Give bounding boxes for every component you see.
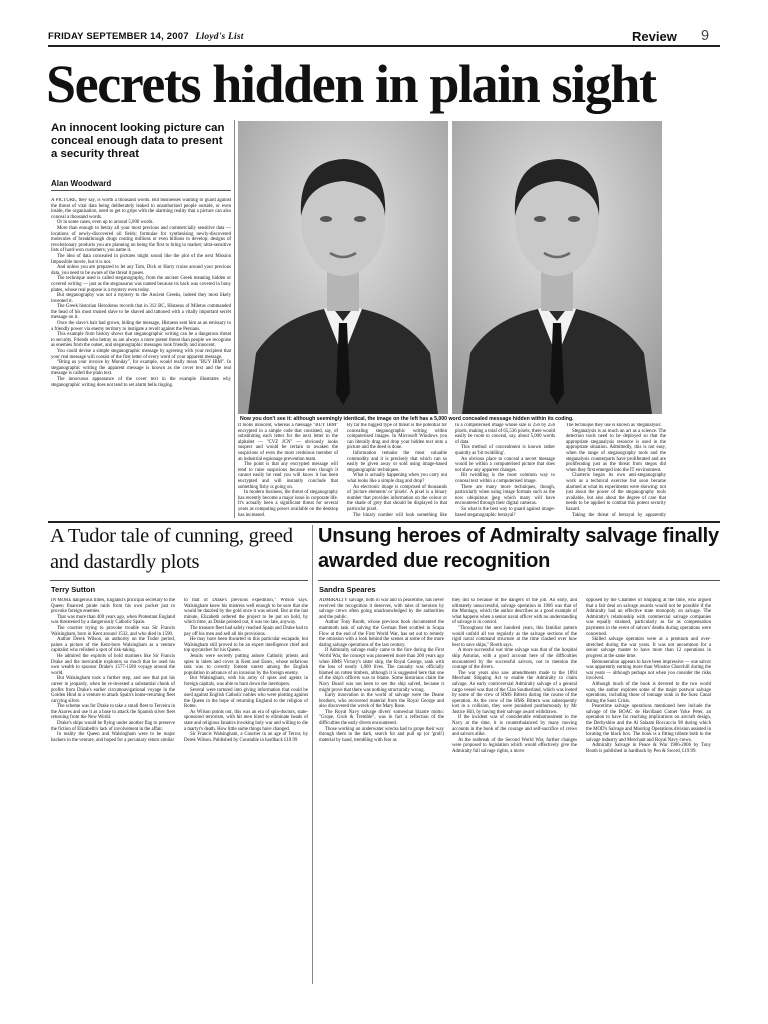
masthead-date bbox=[48, 31, 244, 42]
paragraph: Peacetime salvage operations mentioned here include the salvage of the BOAC de Havilland Comet Yoke Peter, an operation to have far reaching implications on aircraft design, the Derbyshire and the Al Salaam Boccaccio 98 during which the MOD's Salvage and Mooring Operations division assisted in locating the black box. The book is a fitting tribute both to the salvage industry and Merchant and Royal Navy crews. bbox=[586, 704, 711, 743]
paragraph: It looks innocent, whereas a message "BUY IBM" encrypted in a simple code that consisted, say, of substituting each letter for the next letter in the alphabet — "CVZ JCN" — obviously looks suspect and would be certain to awaken the suspicions of even the most credulous member of an industrial espionage prevention team. bbox=[238, 423, 338, 462]
paragraph: Author Derek Wilson, an authority on the Tudor period, paints a picture of the Kent-born Walsingham as a venture capitalist who relished a spot of risk-taking. bbox=[51, 637, 175, 654]
masthead-rule bbox=[48, 45, 720, 47]
salvage-headline-rule bbox=[318, 580, 720, 581]
paragraph: As Wilson points out, this was an era of spin-doctors, state-sponsored terrorism, with hit men hired to eliminate heads of state and religious fanatics invoking holy war and willing to die a martyr's death. How little some things have changed. bbox=[184, 709, 308, 732]
section-title: Review bbox=[632, 29, 677, 44]
paragraph: The Greek historian Herodotus records that in 312 BC, Histaeus of Miletus commanded the head of his most trusted slave to be shaved and tattooed with a vitally important secret message on it. bbox=[51, 304, 231, 321]
paragraph: In modern business, the threat of steganography has recently become a major issue in corporate life. It's actually been a significant threat for several years as computing power available on the desktop has increased. bbox=[238, 490, 338, 517]
paragraph: The technique used is called steganography, from the ancient Greek meaning hidden or covered writing — just as the stegosaurus was named because its back was covered in bony plates, whose real purpose is a mystery even today. bbox=[51, 276, 231, 293]
paragraph: But Walsingham took a further step, and one that put his career in jeopardy, when he re-invested a substantial chunk of profits from Drake's earlier circumnavigational voyage in the Golden Hind in a venture to attack Spain's home-returning fleet carrying silver. bbox=[51, 676, 175, 704]
paragraph: Taking the threat of betrayal by apparently bbox=[572, 512, 666, 517]
paragraph: And unless you are prepared to let any Tom, Dick or Harry cruise around your precious data, you need to be aware of the threat it poses. bbox=[51, 265, 231, 276]
paragraph: The scheme was for Drake to take a small fleet to Terceira in the Azores and use it as a base to attack the Spanish silver fleet returning from the New World. bbox=[51, 704, 175, 721]
paragraph: A PICTURE, they say, is worth a thousand words. But businesses wanting to guard against the threat of vital data being deliberately leaked to unauthorised people outside, or even inside, the organisation, need to get to grips with the alarming reality that a picture can also conceal a thousand words. bbox=[51, 198, 231, 220]
paragraph: What is actually happening when you carry out what looks like a simple drag and drop? bbox=[347, 473, 447, 484]
paragraph: Skilled salvage operators were at a premium and over-stretched during the war years. It was not uncommon for a senior salvage master to have more than 12 operations in progress at the same time. bbox=[586, 637, 711, 659]
paragraph: Early innovation in the world of salvage were the Deane brothers, who recovered material from the Royal George and also discovered the wreck of the Mary Rose. bbox=[319, 693, 444, 710]
paragraph: That was more than 400 years ago, when Protestant England was threatened by a dangerously Catholic Spain. bbox=[51, 614, 175, 626]
paragraph: The innocuous appearance of the cover text in the example illustrates why steganographic writing does not tend to set alarm bells ringing. bbox=[51, 377, 231, 388]
portrait-photo-with-hidden-message bbox=[238, 121, 448, 414]
paragraph: opposed by the Chamber of Shipping at the time, who argued that a fair deal on salvage awards would not be possible if the Admiralty had an effective state monopoly on salvage. The Admiralty's relationship with commercial salvage companies was equally strained, particularly as far as compensation payments in the event of salvors' deaths during operations were concerned. bbox=[586, 598, 711, 637]
paragraph: Sir Francis Walsingham, a Courtier in an age of Terror, by Derek Wilson. Published by Constable in hardback £18.99 bbox=[184, 732, 308, 743]
paragraph: In a computerised image whose size is 256 by 256 pixels, making a total of 65,536 pixels, there would easily be room to conceal, say, about 5,000 words of data. bbox=[455, 423, 555, 445]
lead-standfirst: An innocent looking picture can conceal enough data to present a security threat bbox=[51, 122, 225, 161]
paragraph: He may have been thwarted in this particular escapade, but Walsingham still proved to be an expert intelligence chief and top spycatcher for his Queen. bbox=[184, 637, 308, 654]
column-rule bbox=[234, 120, 235, 518]
paragraph: This method of concealment is known rather quaintly as 'bit twiddling'. bbox=[455, 445, 555, 456]
paragraph: Steganalysis is as much an art as a science. The detection tools need to be deployed so that the appropriate steganalysis resource is used in the appropriate situation. Admittedly, this is not easy, when the range of steganography tools and the steganalysis counterparts have proliferated and are proliferating just as the threat from stegos did when they first emerged into the IT environment. bbox=[566, 428, 666, 473]
paragraph: He admired the exploits of bold mariners like Sir Francis Drake and the mercantile explorers so much that he used his own wealth to sponsor Drake's 1577-1580 voyage around the world. bbox=[51, 653, 175, 676]
paragraph: they did so because of the dangers of the job. An early, and ultimately unsuccessful, salvage operation in 1906 was that of the Montagu, which the author describes as a good example of what happens when a senior naval officer with no understanding of salvage is in control. bbox=[452, 598, 577, 626]
lead-headline: Secrets hidden in plain sight bbox=[46, 54, 656, 114]
paragraph: to that of Drake's previous expedition," Wilson says. Walsingham knew his mistress well enough to be sure that she would be dazzled by the gold once it was seized. But at the last minute, Elizabeth ordered the project to be put on hold, by which time, as Drake pointed out, it was too late, anyway. bbox=[184, 598, 308, 626]
paragraph: Although much of the book is devoted to the two world wars, the author explores some of the major postwar salvage operations, including those of tonnage sunk in the Suez Canal during the Suez Crisis. bbox=[586, 681, 711, 704]
lead-column-2 bbox=[238, 423, 338, 517]
byline-rule bbox=[51, 190, 231, 191]
paragraph: "Bring us your invoice by Monday", for example, would really mean "BUY IBM". In steganographic writing the apparent message is known as the cover text and the real message is called the plain text. bbox=[51, 360, 231, 377]
paragraph: This example from history shows that steganographic writing can be a dangerous threat to security. Friends who betray us are always a more potent threat than people we recognise as enemies from the outset, and steganographic messages look friendly and innocent. bbox=[51, 332, 231, 349]
paragraph: The war years also saw amendments made to the 1894 Merchant Shipping Act to enable the Admiralty to claim salvage. An early controversial Admiralty salvage of a general cargo vessel was that of the Clan Southerland, which was looted by some of the crew of HMS Bittern during the course of the operation. As the crew of the HMS Bittern was subsequently lost in a collision, they were punished posthumously by Mr Justice Hill, by having their salvage award withdrawn. bbox=[452, 670, 577, 715]
lead-column-3 bbox=[347, 423, 447, 517]
paragraph: At the outbreak of the Second World War, further changes were proposed to legislation which would effectively give the Admiralty full salvage rights, a move bbox=[452, 737, 577, 755]
paragraph: Remuneration appears to have been impressive — one salvor was apparently earning more than Winston Churchill during the war years — although perhaps not when you consider the risks involved. bbox=[586, 659, 711, 682]
paragraph: But Walsingham, with his army of spies and agents in foreign capitals, was able to hunt down the interlopers. bbox=[184, 676, 308, 687]
photo-caption: Now you don't see it: although seemingly identical, the image on the left has a 5,000 word concealed message hidden within its coding. bbox=[240, 416, 574, 422]
paragraph: The point is that any encrypted message will tend to raise suspicions because even though it cannot easily be read you will know it has been encrypted and will instantly conclude that something fishy is going on. bbox=[238, 462, 338, 490]
paragraph: Jesuits were secretly putting ashore Catholic priests and spies in inlets and coves in Kent and Essex, whose nefarious task was to covertly foment unrest among the English population in advance of an invasion by the foreign enemy. bbox=[184, 653, 308, 676]
salvage-column-1 bbox=[319, 598, 444, 984]
paragraph: Drake's ships would be flying under another flag to preserve the fiction of Elizabeth's lack of involvement in the affair. bbox=[51, 721, 175, 732]
paragraph: Charteris began its own anti-steganography work as a technical exercise but soon became alarmed at what its experiments were showing: not just about the power of the steganography tools available, but also about the degree of care that needs to be applied to combat this potent security hazard. bbox=[566, 473, 666, 512]
tudor-column-2 bbox=[184, 598, 308, 984]
paragraph: Admiralty Salvage in Peace & War 1906-2006 by Tony Booth is published in hardback by Pen & Sword, £19.99. bbox=[586, 743, 711, 755]
portrait-photo-original bbox=[452, 121, 662, 414]
paragraph: So what is the best way to guard against image-based steganographic betrayal? bbox=[455, 506, 555, 517]
paragraph: By far the biggest type of threat is the potential for concealing steganographic writing within computerised images. In Microsoft Windows you can literally drag and drop your hidden text onto a picture and the deed is done. bbox=[347, 423, 447, 451]
paragraph: In reality the Queen and Walsingham were to be major backers in the venture, and hoped for a pecuniary return similar bbox=[51, 732, 175, 743]
paragraph: More than enough to betray all your most precious and commercially sensitive data — locations of newly-discovered oil fields; formulae for synthesising newly-discovered molecules of breakthrough drugs costing millions or even billions to develop; designs of revolutionary products you are planning on being the first to bring to market; ultra-sensitive lists of hard-won customers; you name it. bbox=[51, 225, 231, 254]
paragraph: Information remains the most valuable commodity and it is precisely that which can so easily be given away or sold using image-based steganographic techniques. bbox=[347, 450, 447, 473]
lead-column-1 bbox=[51, 198, 231, 454]
tudor-headline: A Tudor tale of cunning, greed and dastardly plots bbox=[50, 525, 293, 573]
paragraph: An electronic image is comprised of thousands of 'picture elements' or 'pixels'. A pixel is a binary number that provides information on the colour or the shade of grey that should be displayed in that particular pixel. bbox=[347, 484, 447, 512]
tudor-column-1 bbox=[51, 598, 175, 984]
page-number: 9 bbox=[701, 28, 710, 44]
lead-byline: Alan Woodward bbox=[51, 179, 112, 188]
salvage-column-2 bbox=[452, 598, 577, 984]
issue-date: FRIDAY SEPTEMBER 14, 2007 bbox=[48, 31, 189, 42]
lead-column-5 bbox=[566, 423, 666, 517]
lead-column-4 bbox=[455, 423, 555, 517]
salvage-column-3 bbox=[586, 598, 711, 984]
paragraph: Bit twiddling is the most common way to conceal text within a computerised image. bbox=[455, 473, 555, 484]
paragraph: If the incident was of considerable embarrassment to the Navy at the time, it is counterbalanced by many moving accounts in the book of the courage and self-sacrifice of crews and salvors alike. bbox=[452, 715, 577, 738]
paragraph: The courtier trying to provoke trouble was Sir Francis Walsingham, born in Kent around 1532, and who died in 1590. bbox=[51, 625, 175, 637]
paragraph: Those working on underwater wrecks had to grope their way through them in the dark, search for and pull up (or 'grub') material by hand, trembling with fear as bbox=[319, 726, 444, 743]
paragraph: But steganography was not a mystery to the Ancient Greeks, indeed they most likely invented it. bbox=[51, 293, 231, 304]
paragraph: The binary number will look something like bbox=[353, 512, 447, 517]
paragraph: There are many more techniques, though, particularly when using image formats such as the now ubiquitous jpeg which many will have encountered through their digital cameras. bbox=[455, 484, 555, 507]
paragraph: Several were tortured into giving information that could be used against English Catholic nobles who were plotting against the Queen in the hope of returning England to the religion of Rome. bbox=[184, 687, 308, 710]
paragraph: The Royal Navy salvage divers' somewhat bizarre motto: "Grope, Grub & Tremble", was in fact a reflection of the difficulties the early divers encountered. bbox=[319, 709, 444, 727]
paragraph: A more successful war time salvage was that of the hospital ship Asturias, with a good account here of the difficulties encountered by the successful salvors, not to mention the courage of the divers. bbox=[452, 648, 577, 671]
salvage-headline: Unsung heroes of Admiralty salvage finally awarded due recognition bbox=[318, 525, 719, 572]
story-separator bbox=[312, 525, 313, 984]
paragraph: If Admiralty salvage really came to the fore during the First World War, the concept was pioneered more than 200 years ago when HMS Victory's sister ship, the Royal George, sank with the loss of nearly 1,000 lives. The casualty was officially blamed on rotten timbers, although it is suggested here that one of the ship's officers was to blame. Some historians claim the Navy Board was not keen to see the ship salved, because it might prove that there was nothing structurally wrong. bbox=[319, 648, 444, 693]
paragraph: The technique they use is known as 'steganalysis'. bbox=[566, 423, 663, 428]
tudor-byline: Terry Sutton bbox=[51, 585, 96, 594]
paragraph: Once the slave's hair had grown, hiding the message, Histaeus sent him as an emissary to a friendly power via enemy territory to instigate a revolt against the Persians. bbox=[51, 321, 231, 332]
paragraph: The treasure fleet had safely reached Spain and Drake had to pay off his men and sell all his provisions. bbox=[184, 625, 308, 637]
paragraph: Author Tony Booth, whose previous book documented the mammoth task of salving the German fleet scuttled in Scapa Flow at the end of the First World War, has set out to remedy the omission with a look behind the scenes at some of the more daring salvage operations of the last century. bbox=[319, 620, 444, 648]
paper-name: Lloyd's List bbox=[195, 32, 244, 42]
paragraph: The idea of data concealed in pictures might sound like the plot of the next Mission Impossible movie, but it is not. bbox=[51, 253, 231, 265]
paragraph: ADMIRALTY salvage, both in war and in peacetime, has never received the recognition it deserves, with tales of heroism by salvage crews often going unacknowledged by the authorities and the public. bbox=[319, 598, 444, 620]
paragraph: Or in some cases, even up to around 5,000 words. bbox=[57, 220, 154, 226]
paragraph: "Throughout the next hundred years, this familiar pattern would unfold all too regularly as the salvage sections of the rigid naval command structure at the time clashed over how best to save ships," Booth says. bbox=[452, 625, 577, 648]
salvage-byline: Sandra Speares bbox=[319, 585, 376, 594]
paragraph: You could devise a simple steganographic message by agreeing with your recipient that your real message will consist of the first letter of every word of your apparent message. bbox=[51, 349, 231, 360]
tudor-headline-rule bbox=[50, 580, 308, 581]
paragraph: IN MORE dangerous times, England's principal secretary to the Queen financed pirate raids from his own pocket just to provoke foreign enemies. bbox=[51, 598, 175, 615]
paragraph: An obvious place to conceal a secret message would be within a computerised picture that does not show any apparent changes. bbox=[455, 456, 555, 473]
